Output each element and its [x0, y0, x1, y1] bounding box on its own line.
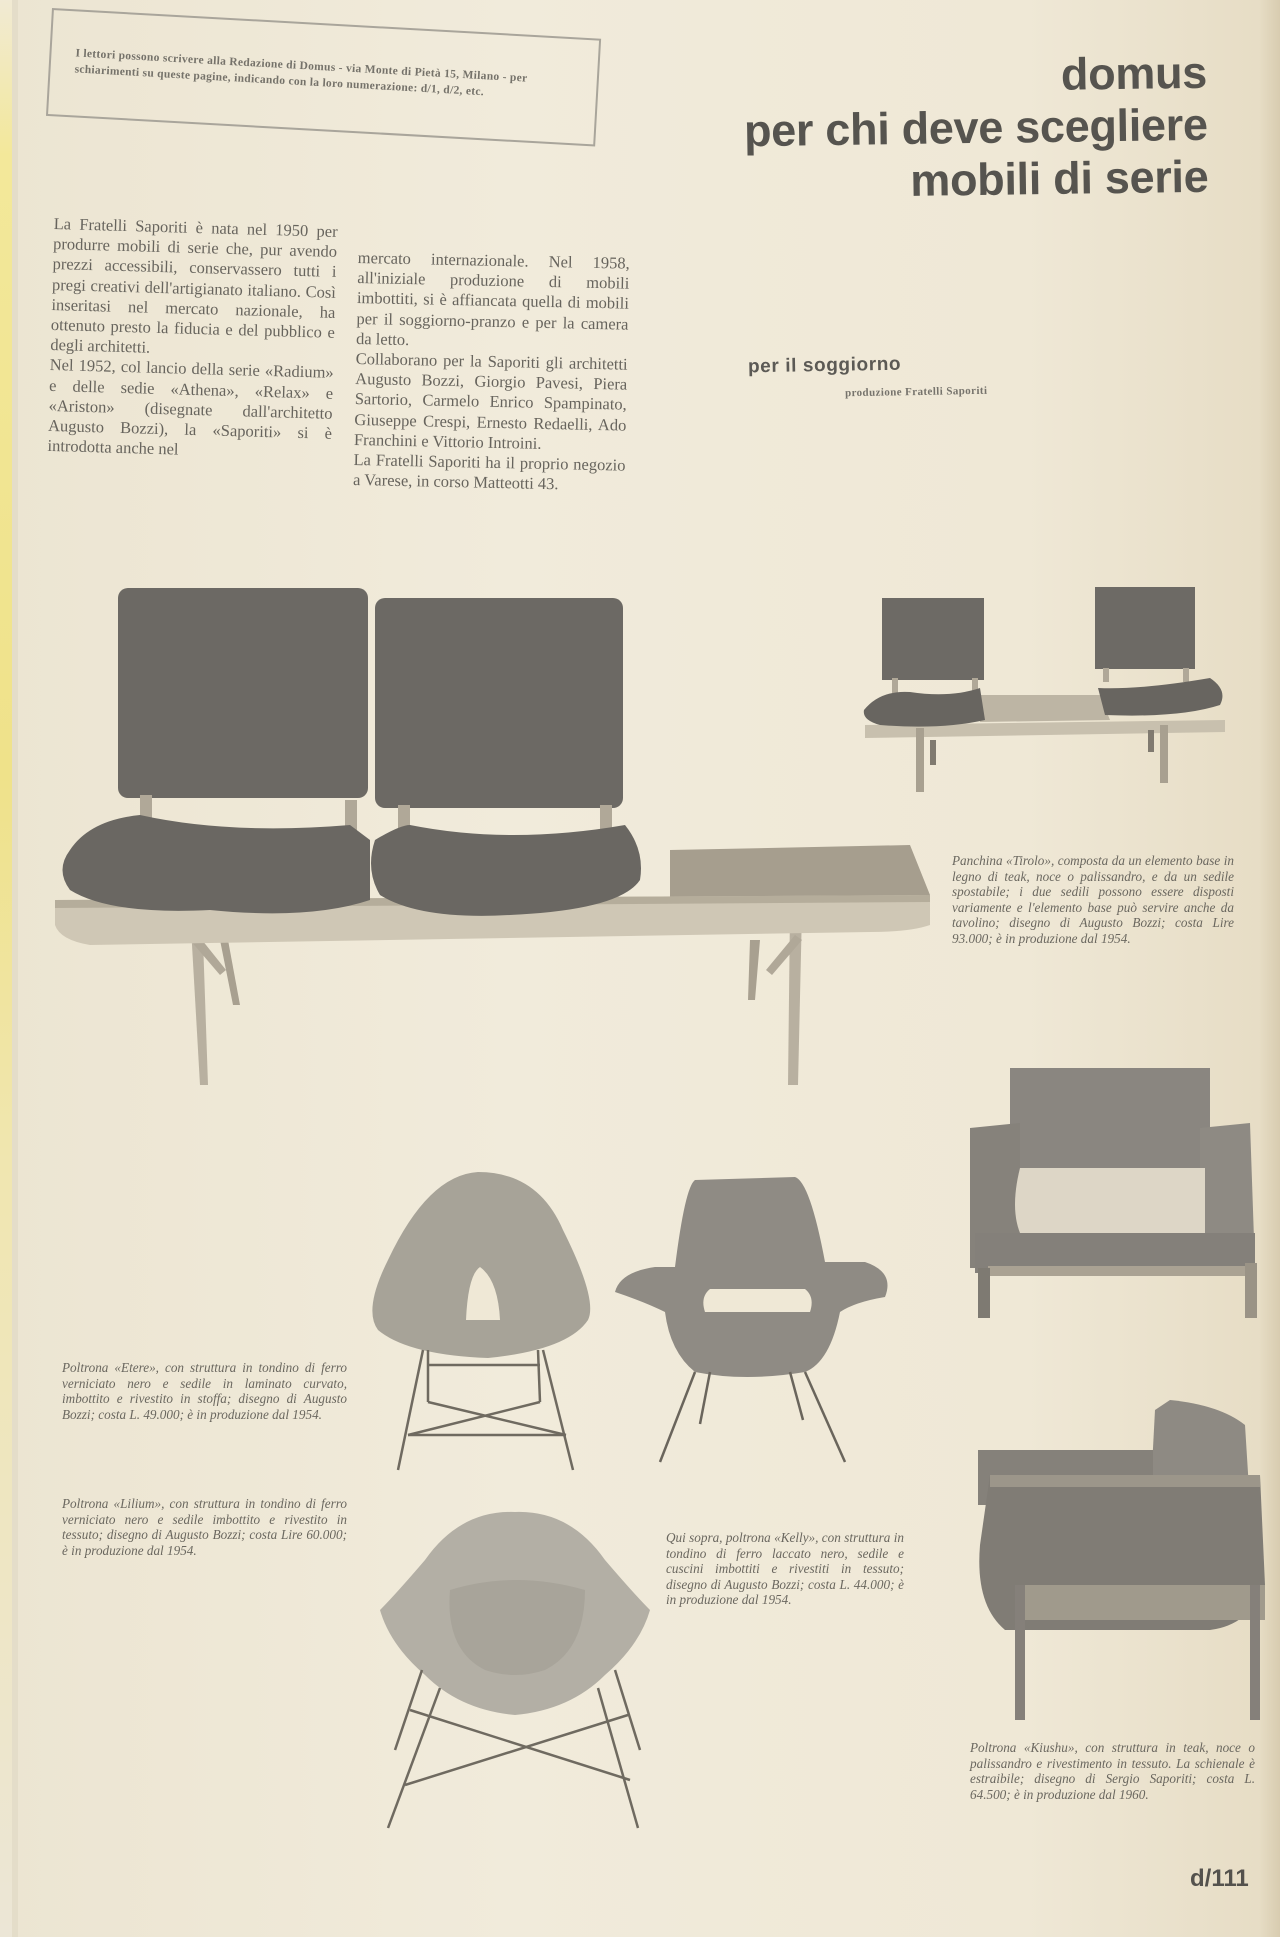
- kiushu-chair-front-photo: [960, 1068, 1270, 1388]
- caption-kelly: Qui sopra, poltrona «Kelly», con struttura in tondino di ferro laccato nero, sedile e cuscini imbottiti e rivestiti in tessuto; disegno di Augusto Bozzi; costa L. 44.000; è in produzione dal 1954.: [666, 1530, 904, 1608]
- section-subheading: produzione Fratelli Saporiti: [844, 384, 988, 400]
- intro-paragraph: mercato internazionale. Nel 1958, all'iniziale produzione di mobili imbottiti, si è affiancata quella di mobili per il soggiorno-pranzo e per la camera da letto.: [355, 248, 630, 349]
- page-edge-left: [0, 0, 12, 1937]
- intro-paragraph: Nel 1952, col lancio della serie «Radium» e delle sedie «Athena», «Relax» e «Ariston» (disegnate dall'architetto Augusto Bozzi), la «Saporiti» si è introdotta anche nel: [47, 355, 334, 459]
- caption-kiushu: Poltrona «Kiushu», con struttura in teak, noce o palissandro e rivestimento in tessuto. La schienale è estraibile; disegno di Sergio Saporiti; costa L. 64.500; è in produzione dal 1960.: [970, 1740, 1255, 1802]
- kelly-chair-photo: [615, 1162, 895, 1472]
- kiushu-chair-side-photo: [960, 1395, 1275, 1725]
- intro-paragraph: Collaborano per la Saporiti gli architetti Augusto Bozzi, Giorgio Pavesi, Piera Sartorio, Carmelo Enrico Spampinato, Giuseppe Crespi, Ernesto Redaelli, Ado Franchini e Vittorio Introini.: [353, 348, 628, 453]
- reader-note-text: I lettori possono scrivere alla Redazione di Domus - via Monte di Pietà 15, Milano - per schiarimenti su queste pagine, indicando con la loro numerazione: d/1, d/2, etc.: [74, 47, 528, 99]
- lilium-chair-photo: [370, 1500, 660, 1830]
- etere-chair-photo: [368, 1170, 598, 1470]
- caption-etere: Poltrona «Etere», con struttura in tondino di ferro verniciato nero e sedile in laminato curvato, imbottito e rivestito in stoffa; disegno di Augusto Bozzi; costa L. 49.000; è in produzione dal 1954.: [62, 1360, 347, 1422]
- page-title: [743, 47, 1209, 209]
- tirolo-bench-large-photo: [50, 580, 940, 1090]
- caption-tirolo: Panchina «Tirolo», composta da un elemento base in legno di teak, noce o palissandro, e da un sedile spostabile; i due sedili possono essere disposti variamente e l'elemento base può servire anche da tavolino; disegno di Augusto Bozzi; costa Lire 93.000; è in produzione dal 1954.: [952, 853, 1234, 946]
- title-line-1: per chi deve scegliere: [743, 98, 1209, 157]
- page-edge-shadow: [12, 0, 18, 1937]
- section-heading: per il soggiorno: [747, 353, 902, 378]
- tirolo-bench-small-photo: [850, 570, 1250, 800]
- magazine-name: domus: [1060, 46, 1208, 100]
- title-line-2: mobili di serie: [910, 150, 1210, 206]
- intro-column-1: [47, 214, 338, 464]
- intro-paragraph: La Fratelli Saporiti ha il proprio negozio a Varese, in corso Matteotti 43.: [352, 449, 626, 494]
- caption-lilium: Poltrona «Lilium», con struttura in tondino di ferro verniciato nero e sedile imbottito e rivestito in tessuto; disegno di Augusto Bozzi; costa Lire 60.000; è in produzione dal 1954.: [62, 1496, 347, 1558]
- intro-paragraph: La Fratelli Saporiti è nata nel 1950 per produrre mobili di serie che, pur avendo prezzi accessibili, conservassero tutti i pregi creativi dell'artigianato italiano. Così inseritasi nel mercato nazionale, ha ottenuto presto la fiducia e del pubblico e degli architetti.: [50, 214, 338, 357]
- page-number: d/111: [1190, 1865, 1249, 1892]
- intro-column-2: [353, 248, 630, 496]
